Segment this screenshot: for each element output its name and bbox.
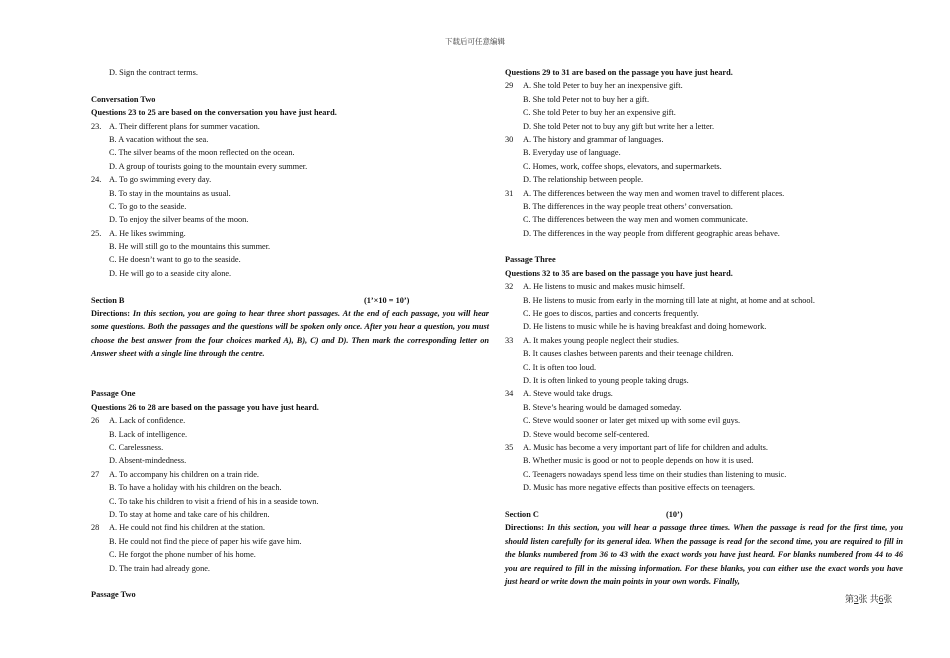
option-c: C. Homes, work, coffee shops, elevators, and supermarkets. (523, 161, 722, 171)
option-c: C. He forgot the phone number of his home. (109, 550, 256, 560)
option-a: A. To accompany his children on a train ride. (109, 469, 259, 479)
question-number: 31 (505, 188, 514, 198)
option-c: C. Steve would sooner or later get mixed up with some evil guys. (523, 416, 741, 426)
passage-one-instructions: Questions 26 to 28 are based on the passage you have just heard. (91, 402, 319, 412)
question-number: 34 (505, 389, 514, 399)
option-b: B. Whether music is good or not to people depends on how it is used. (523, 456, 754, 466)
option-c: C. To take his children to visit a friend of his in a seaside town. (109, 496, 319, 506)
option-b: B. She told Peter not to buy her a gift. (523, 94, 650, 104)
questions-29-31-instructions: Questions 29 to 31 are based on the passage you have just heard. (505, 68, 733, 77)
passage-three-instructions: Questions 32 to 35 are based on the passage you have just heard. (505, 268, 733, 278)
option-a: A. She told Peter to buy her an inexpensive gift. (523, 81, 683, 91)
option-d: D. To stay at home and take care of his children. (109, 509, 270, 519)
option-line: D. Sign the contract terms. (109, 68, 198, 77)
conversation-two-instructions: Questions 23 to 25 are based on the conversation you have just heard. (91, 108, 337, 118)
option-c: C. It is often too loud. (523, 362, 597, 372)
left-column (91, 66, 489, 602)
option-d: D. She told Peter not to buy any gift but write her a letter. (523, 121, 715, 131)
option-d: D. Absent-mindedness. (109, 456, 187, 466)
question-34 (505, 387, 903, 400)
question-30 (505, 133, 903, 146)
option-d: D. Steve would become self-centered. (523, 429, 650, 439)
option-d: D. Music has more negative effects than positive effects on teenagers. (523, 483, 755, 493)
option-a: A. To go swimming every day. (109, 175, 212, 185)
section-c-score: (10’) (666, 509, 683, 519)
question-29 (505, 79, 903, 92)
section-b-heading (91, 294, 489, 307)
option-b: B. To have a holiday with his children on the beach. (109, 483, 282, 493)
option-a: A. Their different plans for summer vacation. (109, 121, 260, 131)
option-d: D. A group of tourists going to the mountain every summer. (109, 161, 308, 171)
page-mid: 张 共 (858, 594, 879, 604)
option-b: B. A vacation without the sea. (109, 134, 209, 144)
option-c: C. He goes to discos, parties and concerts frequently. (523, 309, 699, 319)
question-24 (91, 173, 489, 186)
section-b-directions (91, 307, 489, 374)
directions-label: Directions: (91, 309, 131, 319)
option-d: D. To enjoy the silver beams of the moon. (109, 215, 249, 225)
option-b: B. He will still go to the mountains this summer. (109, 242, 271, 252)
option-a: A. The differences between the way men and women travel to different places. (523, 188, 785, 198)
right-column (505, 66, 903, 588)
question-26 (91, 414, 489, 427)
question-number: 23. (91, 121, 102, 131)
section-b-title: Section B (91, 295, 125, 305)
total-pages: 6 (878, 594, 884, 604)
option-b: B. Lack of intelligence. (109, 429, 188, 439)
page-header: 下载后可任意编辑 (445, 37, 505, 46)
option-d: D. The differences in the way people from different geographic areas behave. (523, 228, 780, 238)
option-d: D. It is often linked to young people taking drugs. (523, 375, 689, 385)
question-number: 25. (91, 228, 102, 238)
option-b: B. The differences in the way people treat others’ conversation. (523, 201, 733, 211)
question-25 (91, 227, 489, 240)
page-number (845, 592, 892, 605)
question-number: 33 (505, 335, 514, 345)
question-28 (91, 521, 489, 534)
directions-label: Directions: (505, 523, 545, 533)
page-prefix: 第 (845, 594, 855, 604)
section-c-title: Section C (505, 509, 539, 519)
question-23 (91, 120, 489, 133)
question-number: 24. (91, 175, 102, 185)
option-c: C. She told Peter to buy her an expensive gift. (523, 108, 676, 118)
page-suffix: 张 (883, 594, 893, 604)
option-b: B. He listens to music from early in the morning till late at night, at home and at school. (523, 295, 815, 305)
passage-one-title: Passage One (91, 389, 136, 399)
passage-three-title: Passage Three (505, 255, 556, 265)
option-a: A. Music has become a very important part of life for children and adults. (523, 442, 768, 452)
current-page: 3 (854, 594, 859, 604)
option-b: B. Steve’s hearing would be damaged someday. (523, 402, 682, 412)
option-c: C. The differences between the way men and women communicate. (523, 215, 748, 225)
question-33 (505, 334, 903, 347)
question-number: 29 (505, 81, 514, 91)
question-number: 26 (91, 416, 100, 426)
option-a: A. He listens to music and makes music himself. (523, 282, 685, 292)
option-b: B. Everyday use of language. (523, 148, 621, 158)
option-c: C. The silver beams of the moon reflected on the ocean. (109, 148, 295, 158)
question-35 (505, 441, 903, 454)
option-a: A. He likes swimming. (109, 228, 186, 238)
question-number: 35 (505, 442, 514, 452)
option-d: D. The train had already gone. (109, 563, 210, 573)
passage-two-title: Passage Two (91, 590, 136, 600)
question-32 (505, 280, 903, 293)
option-c: C. Teenagers nowadays spend less time on their studies than listening to music. (523, 469, 787, 479)
option-b: B. It causes clashes between parents and their teenage children. (523, 349, 734, 359)
option-d: D. He listens to music while he is having breakfast and doing homework. (523, 322, 767, 332)
option-a: A. He could not find his children at the station. (109, 523, 265, 533)
option-c: C. Carelessness. (109, 442, 164, 452)
option-a: A. It makes young people neglect their studies. (523, 335, 679, 345)
option-c: C. He doesn’t want to go to the seaside. (109, 255, 241, 265)
option-c: C. To go to the seaside. (109, 201, 187, 211)
question-number: 32 (505, 282, 514, 292)
section-c-heading (505, 508, 903, 521)
directions-text: In this section, you will hear a passage three times. When the passage is read for the first time, you should listen carefully for its general idea. When the passage is read for the second time, you are required to fill in the blanks numbered from 36 to 43 with the exact words you have just heard. For blanks numbered from 44 to 46 you are required to fill in the missing information. For these blanks, you can either use the exact words you have just heard or write down the main points in your own words. Finally, (505, 523, 903, 586)
option-d: D. The relationship between people. (523, 175, 644, 185)
question-31 (505, 187, 903, 200)
option-a: A. Steve would take drugs. (523, 389, 613, 399)
question-number: 28 (91, 523, 100, 533)
question-27 (91, 468, 489, 481)
option-b: B. To stay in the mountains as usual. (109, 188, 231, 198)
option-a: A. The history and grammar of languages. (523, 134, 664, 144)
directions-text: In this section, you are going to hear three short passages. At the end of each passage, you will hear some questions. Both the passages and the questions will be spoken only once. After you hear a question, you must choose the best answer from the four choices marked A), B), C) and D). Then mark the corresponding letter on Answer sheet with a single line through the centre. (91, 309, 489, 359)
question-number: 27 (91, 469, 100, 479)
section-b-score: (1’×10 = 10’) (364, 295, 410, 305)
option-a: A. Lack of confidence. (109, 416, 186, 426)
question-number: 30 (505, 134, 514, 144)
conversation-two-title: Conversation Two (91, 94, 156, 104)
option-d: D. He will go to a seaside city alone. (109, 268, 232, 278)
section-c-directions (505, 521, 903, 588)
option-b: B. He could not find the piece of paper his wife gave him. (109, 536, 302, 546)
